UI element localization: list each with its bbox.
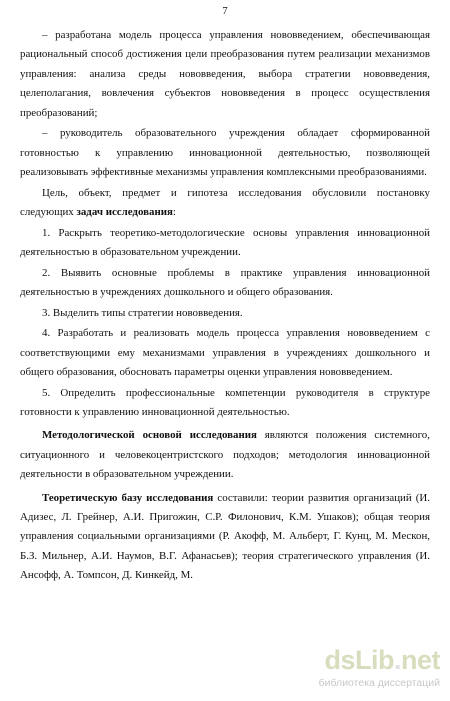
- theory-text: составили: теории развития организаций (И. Адизес, Л. Грейнер, А.И. Пригожин, С.Р. Филонович, К.М. Ушаков); общая теория управления социальными организациями (Р. Акофф, М. Альберт, Г. Кунц, М. Мескон, Б.З. Мильнер, А.И. Наумов, В.Г. Афанасьев); теория стратегического управления (И. Ансофф, А. Томпсон, Д. Кинкейд, М.: [20, 491, 430, 582]
- logo-dot: .: [393, 645, 401, 675]
- paragraph-2: – руководитель образовательного учреждения обладает сформированной готовностью к управлению инновационной деятельностью, позволяющей реализовывать эффективные механизмы управления комплексными преобразованиями.: [20, 127, 430, 179]
- methodology-text: являются положения системного, ситуационного и человекоцентристского подходов; методология инновационной деятельности в образовательном учреждении.: [20, 429, 430, 481]
- task-3: 3. Выделить типы стратегии нововведения.: [42, 306, 243, 319]
- task-2: 2. Выявить основные проблемы в практике управления инновационной деятельностью в учреждениях дошкольного и общего образования.: [20, 266, 430, 299]
- document-body: [20, 26, 430, 587]
- paragraph-3-text: Цель, объект, предмет и гипотеза исследования обусловили постановку следующих: [20, 186, 430, 219]
- logo-tld-text: net: [401, 645, 440, 675]
- tasks-heading: задач исследования: [76, 206, 173, 219]
- watermark-subtitle: библиотека диссертаций: [318, 677, 440, 689]
- paragraph-3: [20, 184, 430, 223]
- task-4: 4. Разработать и реализовать модель процесса управления нововведением с соответствующими ему механизмами управления в учреждениях дошкольного и общего образования, обосновать параметры оценки управления нововведением.: [20, 327, 430, 379]
- task-5: 5. Определить профессиональные компетенции руководителя в структуре готовности к управлению инновационной деятельностью.: [20, 386, 430, 419]
- task-1: 1. Раскрыть теоретико-методологические основы управления инновационной деятельностью в образовательном учреждении.: [20, 226, 430, 259]
- page-number: 7: [222, 6, 228, 17]
- tasks-colon: :: [172, 206, 176, 219]
- dslib-logo: [324, 645, 440, 676]
- dslib-watermark: [280, 645, 440, 695]
- paragraph-1: – разработана модель процесса управления нововведением, обеспечивающая рациональный способ достижения цели преобразования путем реализации механизмов управления: анализа среды нововведения, выбора стратегии нововведения, целеполагания, вовлечения субъектов нововведения в процесс осуществления преобразований;: [20, 29, 430, 119]
- theory-paragraph: [20, 489, 430, 586]
- logo-main-text: dsLib: [324, 645, 394, 675]
- methodology-heading: Методологической основой исследования: [42, 429, 257, 442]
- theory-heading: Теоретическую базу исследования: [42, 491, 214, 504]
- methodology-paragraph: [20, 426, 430, 484]
